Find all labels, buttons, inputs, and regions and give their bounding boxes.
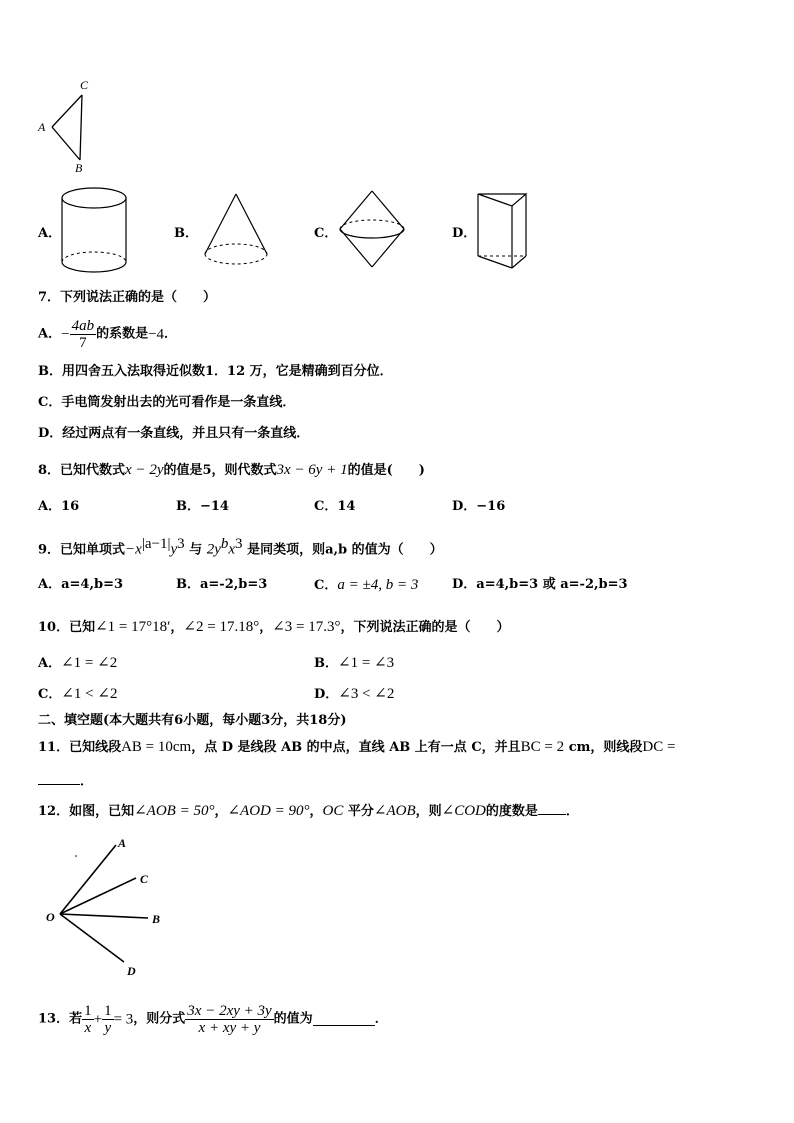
- q9-stem: [38, 536, 443, 558]
- q11-text-1: 11．已知线段: [38, 740, 122, 755]
- q12-expr-5: ∠COD: [441, 803, 486, 819]
- q11-answer-line: [38, 772, 93, 790]
- q13-equals: = 3: [113, 1011, 134, 1028]
- q6-option-d-label: D．: [452, 226, 477, 241]
- q7-a-label: A．: [38, 326, 62, 342]
- q11-stem: [38, 739, 675, 756]
- q9-mono-2-exp: b: [220, 536, 229, 552]
- q12-text-4: 的度数是: [485, 804, 538, 819]
- q10-option-c-math: ∠1 < ∠2: [61, 686, 118, 702]
- q8-expr-1: x − 2y: [125, 462, 164, 478]
- q12-text-2: 平分: [347, 804, 374, 819]
- angle-label-a: A: [118, 836, 127, 850]
- q9-option-c-math: a = ±4, b = 3: [337, 577, 419, 593]
- q10-expr-3: ∠3 = 17.3°: [272, 619, 341, 635]
- q8-expr-2: 3x − 6y + 1: [276, 462, 348, 478]
- q11-expr-3: DC =: [642, 739, 676, 755]
- double-cone-figure: [336, 188, 408, 272]
- q7-a-fraction: [70, 318, 97, 351]
- angle-aob-figure: [40, 830, 180, 980]
- q11-expr-1: AB = 10cm: [121, 739, 192, 755]
- angle-label-o: O: [46, 910, 55, 924]
- q9-mono-1-y: y: [170, 541, 178, 558]
- q10-option-c-label: C．: [38, 687, 62, 702]
- q10-text-1: 10．已知: [38, 620, 96, 635]
- q12-expr-3: OC: [322, 803, 344, 819]
- angle-label-b: B: [152, 912, 161, 926]
- q10-sep-2: ，: [259, 620, 273, 635]
- q8-text-3: 的值是( ): [347, 463, 425, 478]
- q7-a-denominator: 7: [70, 334, 97, 351]
- q10-option-d-math: ∠3 < ∠2: [338, 686, 395, 702]
- q9-text-1: 9．已知单项式: [38, 542, 126, 558]
- q7-a-value: −4: [148, 326, 165, 343]
- q13-fraction-3: [185, 1003, 273, 1036]
- triangle-label-b: B: [75, 161, 83, 175]
- q10-expr-1: ∠1 = 17°18′: [95, 619, 171, 635]
- q12-expr-4: ∠AOB: [373, 803, 416, 819]
- q10-option-a: [38, 655, 117, 672]
- q8-stem: [38, 462, 425, 479]
- q9-mono-1-exp: |a−1|: [141, 536, 171, 552]
- q9-text-2: 与: [189, 542, 203, 558]
- q10-stem: [38, 619, 510, 636]
- q7-a-minus: −: [61, 326, 70, 343]
- q8-text-1: 8．已知代数式: [38, 463, 126, 478]
- q13-text-3: 的值为: [273, 1011, 313, 1027]
- q13-text-1: 13．若: [38, 1011, 83, 1027]
- q13-fraction-1: [82, 1003, 94, 1036]
- cone-figure: [200, 192, 272, 272]
- triangle-label-c: C: [80, 78, 89, 92]
- q9-option-a: A．a=4,b=3: [38, 577, 124, 592]
- q13-f2-numerator: 1: [104, 1003, 112, 1019]
- q10-option-a-label: A．: [38, 656, 62, 671]
- triangular-prism-figure: [472, 190, 532, 274]
- q6-option-b-label: B．: [174, 226, 198, 241]
- angle-label-c: C: [140, 872, 149, 886]
- q9-option-b: B．a=-2,b=3: [176, 577, 268, 592]
- q13-f1-denominator: x: [82, 1019, 94, 1036]
- q13-end: ．: [374, 1011, 388, 1027]
- q10-option-b: [314, 655, 394, 672]
- q13-plus: +: [93, 1011, 103, 1028]
- q7-option-b: B．用四舍五入法取得近似数1．12 万，它是精确到百分位．: [38, 364, 393, 379]
- angle-label-d: D: [127, 964, 136, 978]
- q9-mono-2: 2y: [206, 541, 221, 558]
- q9-option-d: D．a=4,b=3 或 a=-2,b=3: [452, 577, 628, 592]
- q11-end: ．: [80, 774, 94, 789]
- q11-text-3: cm，则线段: [568, 740, 643, 755]
- q13-answer-blank[interactable]: [313, 1013, 375, 1026]
- q12-sep-2: ，: [309, 804, 323, 819]
- q13-f3-denominator: x + xy + y: [185, 1019, 273, 1036]
- q10-option-d-label: D．: [314, 687, 339, 702]
- q10-option-d: [314, 686, 394, 703]
- q8-text-2: 的值是5，则代数式: [163, 463, 277, 478]
- q11-answer-blank[interactable]: [38, 772, 80, 785]
- q12-stem: [38, 802, 579, 820]
- q12-text-1: 12．如图，已知: [38, 804, 135, 819]
- q8-option-d: D．−16: [452, 499, 506, 514]
- q13-f1-numerator: 1: [84, 1003, 92, 1019]
- q13-fraction-2: [102, 1003, 114, 1036]
- q12-end: ．: [565, 804, 579, 819]
- q7-a-numerator: 4ab: [71, 318, 95, 334]
- q11-expr-2: BC = 2: [520, 739, 565, 755]
- q7-a-end: ．: [164, 326, 178, 342]
- q13-f3-numerator: 3x − 2xy + 3y: [187, 1003, 272, 1019]
- q10-sep-1: ，: [170, 620, 184, 635]
- q7-stem: 7．下列说法正确的是（ ）: [38, 290, 217, 305]
- q12-sep-1: ，: [214, 804, 228, 819]
- q9-text-3: 是同类项，则a,b 的值为（ ）: [247, 542, 443, 558]
- q9-mono-1: −x: [125, 541, 142, 558]
- section-2-heading: 二、填空题(本大题共有6小题，每小题3分，共18分): [38, 713, 347, 728]
- q8-option-c: C．14: [314, 499, 356, 514]
- q6-option-a-label: A．: [38, 226, 62, 241]
- q9-mono-2-x: x: [228, 541, 236, 558]
- q12-answer-blank[interactable]: [538, 802, 566, 815]
- q9-mono-2-x-exp: 3: [235, 536, 243, 552]
- q10-text-2: ，下列说法正确的是（ ）: [340, 620, 510, 635]
- q10-option-b-math: ∠1 = ∠3: [338, 655, 395, 671]
- q7-option-c: C．手电筒发射出去的光可看作是一条直线．: [38, 395, 296, 410]
- q12-text-3: ，则: [415, 804, 442, 819]
- q12-expr-1: ∠AOB = 50°: [134, 803, 215, 819]
- q13-f2-denominator: y: [102, 1019, 114, 1036]
- triangle-label-a: A: [38, 120, 46, 134]
- q8-option-b: B．−14: [176, 499, 229, 514]
- q7-a-text: 的系数是: [96, 326, 149, 342]
- cylinder-figure: [58, 182, 130, 278]
- q9-option-c-label: C．: [314, 578, 338, 593]
- q11-text-2: ，点 D 是线段 AB 的中点，直线 AB 上有一点 C，并且: [191, 740, 521, 755]
- q7-option-d: D．经过两点有一条直线，并且只有一条直线．: [38, 426, 310, 441]
- q9-mono-1-y-exp: 3: [177, 536, 185, 552]
- q9-option-c: [314, 577, 418, 594]
- q10-option-a-math: ∠1 = ∠2: [61, 655, 118, 671]
- q13-stem: [38, 1003, 388, 1036]
- q8-option-a: A．16: [38, 499, 80, 514]
- q10-option-c: [38, 686, 117, 703]
- q7-option-a: [38, 318, 177, 351]
- q6-option-c-label: C．: [314, 226, 338, 241]
- q12-expr-2: ∠AOD = 90°: [227, 803, 310, 819]
- q13-text-2: ，则分式: [133, 1011, 186, 1027]
- q10-option-b-label: B．: [314, 656, 338, 671]
- q10-expr-2: ∠2 = 17.18°: [183, 619, 260, 635]
